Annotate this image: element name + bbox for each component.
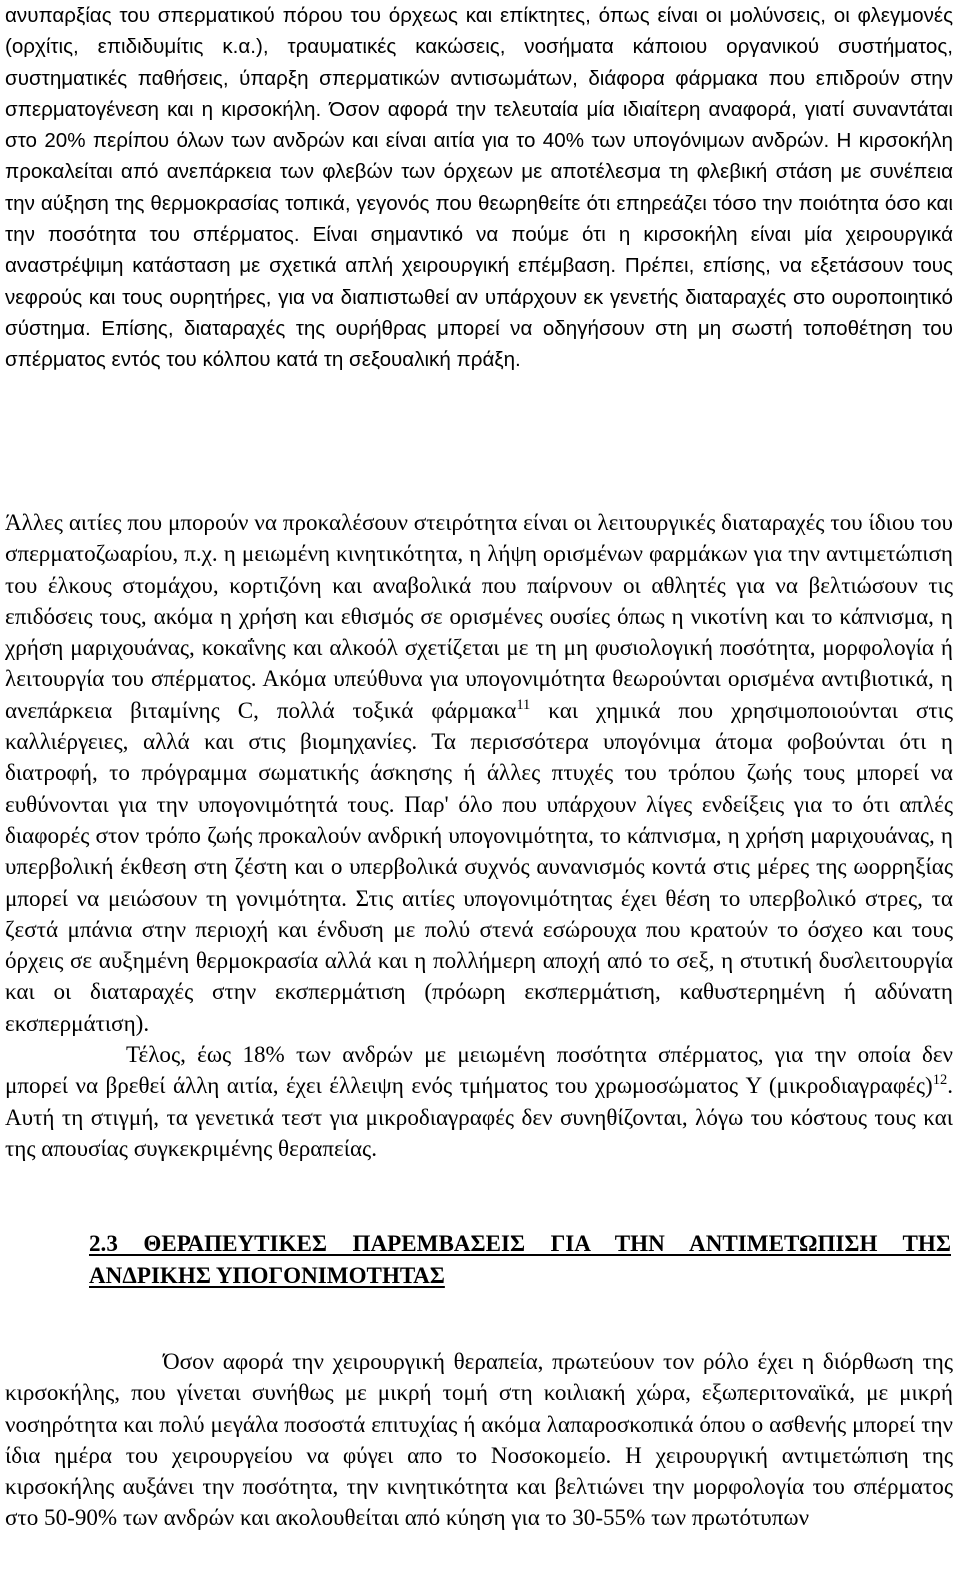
body-paragraph-chromosome: [5, 1039, 953, 1164]
paragraph-text: . Αυτή τη στιγμή, τα γενετικά τεστ για μικροδιαγραφές δεν συνηθίζονται, λόγω του κόστους τους και της απουσίας συγκεκριμένης θεραπείας.: [5, 1072, 953, 1161]
paragraph-text: Τέλος, έως 18% των ανδρών με μειωμένη ποσότητα σπέρματος, για την οποία δεν μπορεί να βρεθεί άλλη αιτία, έχει έλλειψη ενός τμήματος του χρωμοσώματος Y (μικροδιαγραφές): [5, 1041, 953, 1099]
paragraph-text: Άλλες αιτίες που μπορούν να προκαλέσουν στειρότητα είναι οι λειτουργικές διαταραχές του ίδιου του σπερματοζωαρίου, π.χ. η μειωμένη κινητικότητα, η λήψη ορισμένων φαρμάκων για την αντιμετώπιση του έλκους στομάχου, κορτιζόνη και αναβολικά που παίρνουν οι αθλητές για να βελτιώσουν τις επιδόσεις τους, ακόμα η χρήση και εθισμός σε ορισμένες ουσίες όπως η νικοτίνη και το κάπνισμα, η χρήση μαριχουάνας, κοκαΐνης και αλκοόλ σχετίζεται με τη μη φυσιολογική ποσότητα, μορφολογία ή λειτουργία του σπέρματος. Ακόμα υπεύθυνα για υπογονιμότητα θεωρούνται ορισμένα αντιβιοτικά, η ανεπάρκεια βιταμίνης C, πολλά τοξικά φάρμακα: [5, 509, 953, 723]
section-heading: 2.3 ΘΕΡΑΠΕΥΤΙΚΕΣ ΠΑΡΕΜΒΑΣΕΙΣ ΓΙΑ ΤΗΝ ΑΝΤΙΜΕΤΩΠΙΣΗ ΤΗΣ ΑΝΔΡΙΚΗΣ ΥΠΟΓΟΝΙΜΟΤΗΤΑΣ: [89, 1230, 951, 1288]
body-paragraph-sans: ανυπαρξίας του σπερματικού πόρου του όρχεως και επίκτητες, όπως είναι οι μολύνσεις, οι φλεγμονές (ορχίτις, επιδιδυμίτις κ.α.), τραυματικές κακώσεις, νοσήματα κάποιου οργανικού συστήματος, συστηματικές παθήσεις, ύπαρξη σπερματικών αντισωμάτων, διάφορα φάρμακα που επιδρούν στην σπερματογένεση και η κιρσοκήλη. Όσον αφορά την τελευταία μία ιδιαίτερη αναφορά, γιατί συναντάται στο 20% περίπου όλων των ανδρών και είναι αιτία για το 40% των υπογόνιμων ανδρών. Η κιρσοκήλη προκαλείται από ανεπάρκεια των φλεβών των όρχεων με αποτέλεσμα τη φλεβική στάση με συνέπεια την αύξηση της θερμοκρασίας τοπικά, γεγονός που θεωρηθείτε ότι επηρεάζει τόσο την ποιότητα όσο και την ποσότητα του σπέρματος. Είναι σημαντικό να πούμε ότι η κιρσοκήλη είναι μία χειρουργικά αναστρέψιμη κατάσταση με σχετικά απλή χειρουργική επέμβαση. Πρέπει, επίσης, να εξετάσουν τους νεφρούς και τους ουρητήρες, για να διαπιστωθεί αν υπάρχουν εκ γενετής διαταραχές στο ουροποιητικό σύστημα. Επίσης, διαταραχές της ουρήθρας μπορεί να οδηγήσουν στη μη σωστή τοποθέτηση του σπέρματος εντός του κόλπου κατά τη σεξουαλική πράξη.: [5, 4, 953, 372]
paragraph-text: και χημικά που χρησιμοποιούνται στις καλλιέργειες, αλλά και στις βιομηχανίες. Τα περισσότερα υπογόνιμα άτομα φοβούνται ότι η διατροφή, το πρόγραμμα σωματικής άσκησης ή άλλες πτυχές του τρόπου ζωής τους μπορεί να ευθύνονται για την υπογονιμότητά τους. Παρ' όλο που υπάρχουν λίγες ενδείξεις για το ότι απλές διαφορές στον τρόπο ζωής προκαλούν ανδρική υπογονιμότητα, το κάπνισμα, η χρήση μαριχουάνας, η υπερβολική έκθεση στη ζέστη και ο υπερβολικά συχνός αυνανισμός κοντά στις μέρες της ωορρηξίας μπορεί να μειώσουν τη γονιμότητα. Στις αιτίες υπογονιμότητας έχει θέση το υπερβολικό στρες, τα ζεστά μπάνια στην περιοχή και ένδυση με πολύ στενά εσώρουχα που κρατούν το όσχεο και τους όρχεις σε αυξημένη θερμοκρασία αλλά και η πολλήμερη αποχή από το σεξ, η στυτική δυσλειτουργία και οι διαταραχές στην εκσπερμάτιση (πρόωρη εκσπερμάτιση, καθυστερημένη ή αδύνατη εκσπερμάτιση).: [5, 696, 953, 1036]
footnote-marker-11: 11: [516, 696, 531, 713]
footnote-marker-12: 12: [932, 1072, 948, 1089]
body-text-serif: [5, 507, 953, 1164]
section-paragraph: Όσον αφορά την χειρουργική θεραπεία, πρωτεύουν τον ρόλο έχει η διόρθωση της κιρσοκήλης, που γίνεται συνήθως με μικρή τομή στη κοιλιακή χώρα, εξωπεριτοναϊκά, με μικρή νοσηρότητα και πολύ μεγάλα ποσοστά επιτυχίας ή ακόμα λαπαροσκοπικά όπου ο ασθενής μπορεί την ίδια ημέρα του χειρουργείου να φύγει απο το Νοσοκομείο. Η χειρουργική αντιμετώπιση της κιρσοκήλης αυξάνει την ποσότητα, την κινητικότητα και βελτιώνει την μορφολογία του σπέρματος στο 50-90% των ανδρών και ακολουθείται από κύηση για το 30-55% των πρωτότυπων: [5, 1348, 953, 1531]
body-paragraph-causes: [5, 507, 953, 1039]
